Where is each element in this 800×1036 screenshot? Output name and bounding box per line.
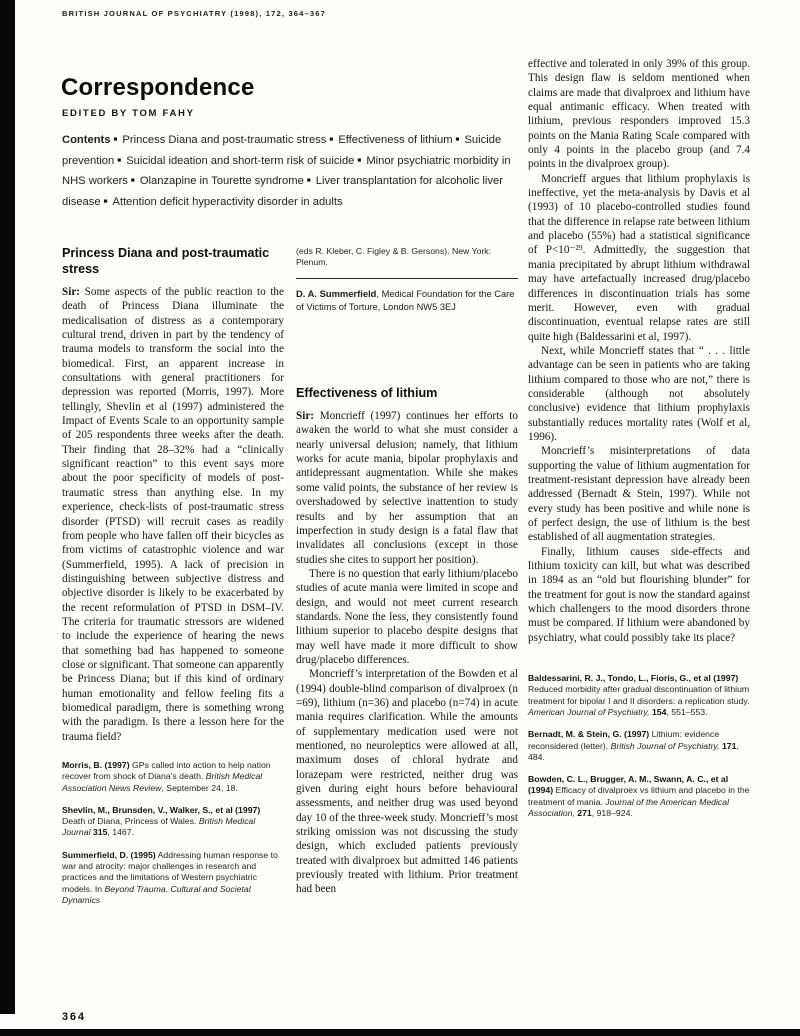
square-bullet-icon: ■ <box>306 177 311 184</box>
lithium-paragraph-5: Moncrieff argues that lithium prophylaxis is ineffective, yet the meta-analysis by Davis et al (1993) of 10 placebo-controlled studies found that the difference in relapse rate between lithium and placebo (55%) had a statistical significance of P<10⁻²⁹. Admittedly, the suggestion that mania precipitated by abrupt lithium withdrawal may have artefactually increased drug/placebo differences in discontinuation trials has some merit. However, even with gradual discontinuation, eventual relapse rates are still quite high (Baldessarini et al, 1997). <box>528 172 750 343</box>
letter-text: Some aspects of the public reaction to the death of Princess Diana illuminate the medicalisation of distress as a contemporary cultural trend, driven in part by the tendency of trauma models to transform the social into the biomedical. First, an apparent increase in consultations with general practitioners for depression was reported (Morris, 1997). More tellingly, Shevlin et al (1997) administered the Impact of Events Scale to an opportunity sample of 205 respondents three weeks after the death. Their finding that 28–32% had a “clinically significant reaction” to this event says more about the poor specificity of models of post-traumatic stress than anything else. In my experience, check-lists of post-traumatic stress disorder (PTSD) will recruit cases as readily from people who have fallen off their bicycles as from victims of catastrophic violence and war (Summerfield, 1995). A lack of precision in distinguishing between subjective distress and objective disorder is likely to be exacerbated by the recent reformulation of PTSD in DSM–IV. The criteria for traumatic stressors are widened to include the experience of hearing the news that something bad has happened to someone close or significant. That someone can apparently be Princess Diana; but if this kind of ordinary human emotionality and fellow feeling fits a biomedical paradigm, there is something wrong with the paradigm. Is there a lesson here for the trauma field? <box>62 286 284 743</box>
contents-item: Attention deficit hyperactivity disorder in adults <box>112 195 343 208</box>
author-name: D. A. Summerfield <box>296 287 377 299</box>
sir-label: Sir: <box>62 286 81 298</box>
journal-header: BRITISH JOURNAL OF PSYCHIATRY (1998), 172, 364–367 <box>62 9 327 18</box>
lithium-paragraph-6: Next, while Moncrieff states that “ . . . little advantage can be seen in patients who are taking lithium compared to those who are not,” there is considerable (although not absolutely conclusive) evidence that lithium prophylaxis substantially reduces mortality rates (Wolf et al, 1996). <box>528 344 750 443</box>
page-title: Correspondence <box>61 74 255 102</box>
reference-baldessarini: Baldessarini, R. J., Tondo, L., Fioris, G., et al (1997) Reduced morbidity after gradual discontinuation of lithium treatment for bipolar I and II disorders: a replication study. American Journal of Psychiatry, 154, 551–553. <box>528 673 750 717</box>
letter-text: Moncrieff (1997) continues her efforts to awaken the world to what she must consider a nearly universal delusion; namely, that lithium works for acute mania, bipolar prophylaxis and antidepressant augmentation. While she makes some valid points, the substance of her review is overshadowed by selective inattention to study results and by her assumption that an imperfection in study design is a fatal flaw that invalidates all conclusions (except in those studies she cites to support her position). <box>296 410 518 566</box>
reference-continuation: (eds R. Kleber, C. Figley & B. Gersons). New York: Plenum. <box>296 246 492 268</box>
references-right <box>528 673 750 819</box>
letter-title-diana: Princess Diana and post-traumatic stress <box>62 246 270 276</box>
square-bullet-icon: ■ <box>103 197 108 205</box>
contents-item: Minor psychiatric morbidity in NHS workers <box>62 154 511 187</box>
reference-summerfield: Summerfield, D. (1995) Addressing human response to war and atrocity: major challenges in research and practices and the limitations of Western psychiatric models. In Beyond Trauma. Cultural and Societal Dynamics <box>62 849 278 905</box>
signature-divider <box>296 278 518 279</box>
page-number: 364 <box>62 1011 86 1023</box>
contents-label: Contents <box>62 134 111 146</box>
contents-item: Princess Diana and post-traumatic stress <box>122 134 327 146</box>
square-bullet-icon: ■ <box>113 136 118 143</box>
author-signature <box>296 287 518 314</box>
square-bullet-icon: ■ <box>357 156 362 164</box>
contents-item: Suicidal ideation and short-term risk of suicide <box>126 154 355 167</box>
lithium-paragraph-1 <box>296 409 518 567</box>
letter-body-diana <box>62 285 284 744</box>
contents-item: Liver transplantation for alcoholic liver disease <box>62 175 503 208</box>
reference-authors: Baldessarini, R. J., Tondo, L., Fioris, G., et al (1997) <box>528 673 739 684</box>
lithium-paragraph-3: Moncrieff’s interpretation of the Bowden et al (1994) double-blind comparison of divalproex (n =69), lithium (n=36) and placebo (n=74) in acute mania requires clarification. While the amounts of supplementary medication used were not mentioned, no neuroleptics were allowed at all, maximum doses of chloral hydrate and lorazepam were restricted, neither drug was given during eight hours before behavioural assessments, and neither drug was used beyond day 10 of the three-week study. Moncrieff’s most striking omission was not discussing the study design, which excluded patients previously treated with divalproex but admitted 146 patients previously treated with lithium. Prior treatment had been <box>296 668 518 896</box>
reference-bowden: Bowden, C. L., Brugger, A. M., Swann, A. C., et al (1994) Efficacy of divalproex vs lithium and placebo in the treatment of mania. Journal of the American Medical Association, 271, 918–924. <box>528 774 750 819</box>
sir-label: Sir: <box>296 410 315 423</box>
lithium-paragraph-2: There is no question that early lithium/placebo studies of acute mania were limited in scope and design, and would not meet current research standards. None the less, they consistently found lithium superior to placebo despite designs that may well have made it more difficult to show drug/placebo differences. <box>296 567 518 666</box>
lithium-paragraph-4: effective and tolerated in only 39% of this group. This design flaw is seldom mentioned when claims are made that divalproex and lithium have equal antimanic efficacy. When treated with lithium, previous responders improved 15.3 points on the Mania Rating Scale compared with only 4 points in the placebo group (and 7.4 points in the divalproex group). <box>528 58 750 171</box>
reference-authors: Morris, B. (1997) <box>62 760 130 770</box>
reference-morris: Morris, B. (1997) GPs called into action to help nation recover from shock of Diana’s death. British Medical Association News Review, September 24, 18. <box>62 760 271 793</box>
reference-authors: Shevlin, M., Brunsden, V., Walker, S., et al (1997) <box>62 804 261 815</box>
square-bullet-icon: ■ <box>130 177 135 184</box>
square-bullet-icon: ■ <box>117 156 122 164</box>
square-bullet-icon: ■ <box>329 136 334 143</box>
square-bullet-icon: ■ <box>455 136 460 143</box>
reference-shevlin: Shevlin, M., Brunsden, V., Walker, S., et al (1997) Death of Diana, Princess of Wales. British Medical Journal 315, 1467. <box>62 804 261 838</box>
author-affiliation: , Medical Foundation for the Care of Victims of Torture, London NW5 3EJ <box>296 288 515 312</box>
column-right <box>528 57 750 830</box>
references-left <box>62 760 284 906</box>
scan-edge-bottom-bar <box>0 1029 800 1036</box>
reference-bernadt: Bernadt, M. & Stein, G. (1997) Lithium: evidence reconsidered (letter). British Journal of Psychiatry, 171, 484. <box>528 729 739 762</box>
column-middle <box>296 246 518 897</box>
letter-title-lithium: Effectiveness of lithium <box>296 385 438 400</box>
contents-item: Olanzapine in Tourette syndrome <box>139 175 304 187</box>
lithium-paragraph-8: Finally, lithium causes side-effects and lithium toxicity can kill, but what was described in 1894 as an “old but flourishing blunder” for the treatment for gout is now the standard against which challengers to the mood disorders throne must be compared. If lithium were abandoned by psychiatry, what could possibly take its place? <box>528 545 750 644</box>
reference-authors: Summerfield, D. (1995) <box>62 849 156 860</box>
edited-by-line: EDITED BY TOM FAHY <box>62 108 195 119</box>
contents-item: Suicide prevention <box>62 134 502 167</box>
column-left <box>62 246 284 917</box>
reference-authors: Bowden, C. L., Brugger, A. M., Swann, A. C., et al (1994) <box>528 774 729 796</box>
contents-block <box>62 130 528 212</box>
reference-authors: Bernadt, M. & Stein, G. (1997) <box>528 729 650 740</box>
contents-item: Effectiveness of lithium <box>338 134 453 146</box>
scan-edge-left-bar <box>0 0 15 1014</box>
lithium-paragraph-7: Moncrieff’s misinterpretations of data supporting the value of lithium augmentation for treatment-resistant depression have already been addressed (Bernadt & Stein, 1997). While not every study has been positive and while none is of perfect design, the use of lithium is the best established of all augmentation strategies. <box>528 445 750 544</box>
